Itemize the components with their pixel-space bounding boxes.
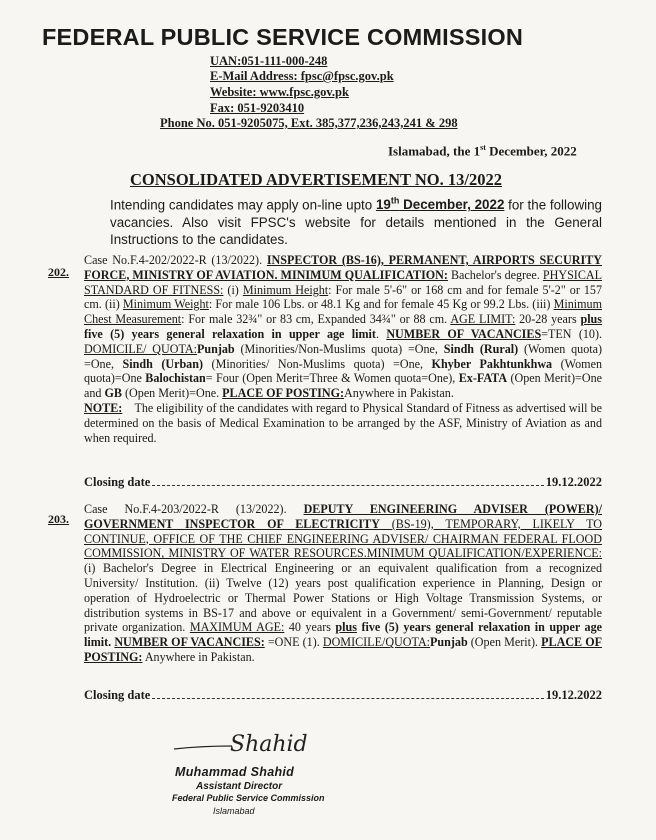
case-number: 203.: [48, 512, 69, 526]
advertisement-title: CONSOLIDATED ADVERTISEMENT NO. 13/2022: [130, 170, 502, 189]
note-text: The eligibility of the candidates with regard to Physical Standard of Fitness as advertised will be determined on the basis of Medical Examination to be arranged by the ASF, Ministry of Aviation as and when required.: [84, 400, 603, 445]
signatory-office: Federal Public Service Commission: [172, 793, 325, 803]
website-line: Website: www.fpsc.gov.pk: [210, 85, 349, 99]
signature-scribble: [172, 727, 312, 765]
deadline-date: 19th December, 2022: [375, 196, 505, 213]
closing-date-row: Closing date 19.12.2022: [84, 475, 602, 489]
closing-date-row: Closing date 19.12.2022: [84, 688, 602, 702]
svg-text:Shahid: Shahid: [230, 732, 308, 757]
issue-date: Islamabad, the 1st December, 2022: [388, 143, 577, 159]
phone-line: Phone No. 051-9205075, Ext. 385,377,236,243,241 & 298: [160, 116, 458, 130]
closing-date: 19.12.2022: [545, 475, 602, 489]
signatory-city: Islamabad: [213, 806, 255, 816]
uan-line: UAN:051-111-000-248: [210, 54, 328, 68]
fax-line: Fax: 051-9203410: [210, 101, 305, 115]
email-line: E-Mail Address: fpsc@fpsc.gov.pk: [210, 69, 394, 83]
organization-heading: FEDERAL PUBLIC SERVICE COMMISSION: [42, 24, 524, 50]
post-title: DEPUTY ENGINEERING ADVISER (POWER)/ GOVERNMENT INSPECTOR OF ELECTRICITY: [84, 502, 602, 531]
signatory-designation: Assistant Director: [196, 781, 283, 792]
closing-date: 19.12.2022: [545, 688, 602, 702]
case-202-body: Case No.F.4-202/2022-R (13/2022). INSPECTOR (BS-16), PERMANENT, AIRPORTS SECURITY FORCE, MINISTRY OF AVIATION. MINIMUM QUALIFICATION: Bachelor's degree. PHYSICAL STANDARD OF FITNESS: (i) Minimum Height: For male 5'-6" or 168 cm and for female 5'-2" or 157 cm. (ii) Minimum Weight: For male 106 Lbs. or 48.1 Kg and for female 45 Kg or 99.2 Lbs. (iii) Minimum Chest Measurement: For male 32¾" or 83 cm, Expanded 34¾" or 88 cm. AGE LIMIT: 20-28 years plus five (5) years general relaxation in upper age limit. NUMBER OF VACANCIES=TEN (10). DOMICILE/ QUOTA:Punjab (Minorities/Non-Muslims quota) =One, Sindh (Rural) (Women quota) =One, Sindh (Urban) (Minorities/ Non-Muslims quota) =One, Khyber Pakhtunkhwa (Women quota)=One Balochistan= Four (Open Merit=Three & Women quota=One), Ex-FATA (Open Merit)=One and GB (Open Merit)=One. PLACE OF POSTING:Anywhere in Pakistan. NOTE: The eligibility of the candidates with regard to Physical Standard of Fitness as advertised will be determined on the basis of Medical Examination to be arranged by the ASF, Ministry of Aviation as and when required.: [84, 253, 603, 445]
case-203-body: Case No.F.4-203/2022-R (13/2022). DEPUTY ENGINEERING ADVISER (POWER)/ GOVERNMENT INSPECTOR OF ELECTRICITY (BS-19), TEMPORARY, LIKELY TO CONTINUE, OFFICE OF THE CHIEF ENGINEERING ADVISER/ CHAIRMAN FEDERAL FLOOD COMMISSION, MINISTRY OF WATER RESOURCES.MINIMUM QUALIFICATION/EXPERIENCE: (i) Bachelor's Degree in Electrical Engineering or an equivalent qualification from a recognized University/ Institution. (ii) Twelve (12) years post qualification experience in Planning, Design or operation of Hydroelectric or Thermal Power Stations or High Voltage Transmission Systems, or distribution systems in BS-17 and above or equivalent in a Government/ semi-Government/ reputable private organization. MAXIMUM AGE: 40 years plus five (5) years general relaxation in upper age limit. NUMBER OF VACANCIES: =ONE (1). DOMICILE/QUOTA:Punjab (Open Merit). PLACE OF POSTING: Anywhere in Pakistan.: [84, 502, 603, 664]
signatory-name: Muhammad Shahid: [175, 765, 295, 779]
case-number: 202.: [48, 265, 69, 279]
post-title: INSPECTOR (BS-16), PERMANENT, AIRPORTS SECURITY FORCE, MINISTRY OF AVIATION. MINIMUM QUALIFICATION:: [84, 253, 602, 282]
note-label: NOTE:: [84, 400, 123, 415]
intro-paragraph: Intending candidates may apply on-line upto 19th December, 2022 for the following vacancies. Also visit FPSC's website for details mentioned in the General Instructions to the candidates.: [110, 196, 602, 248]
